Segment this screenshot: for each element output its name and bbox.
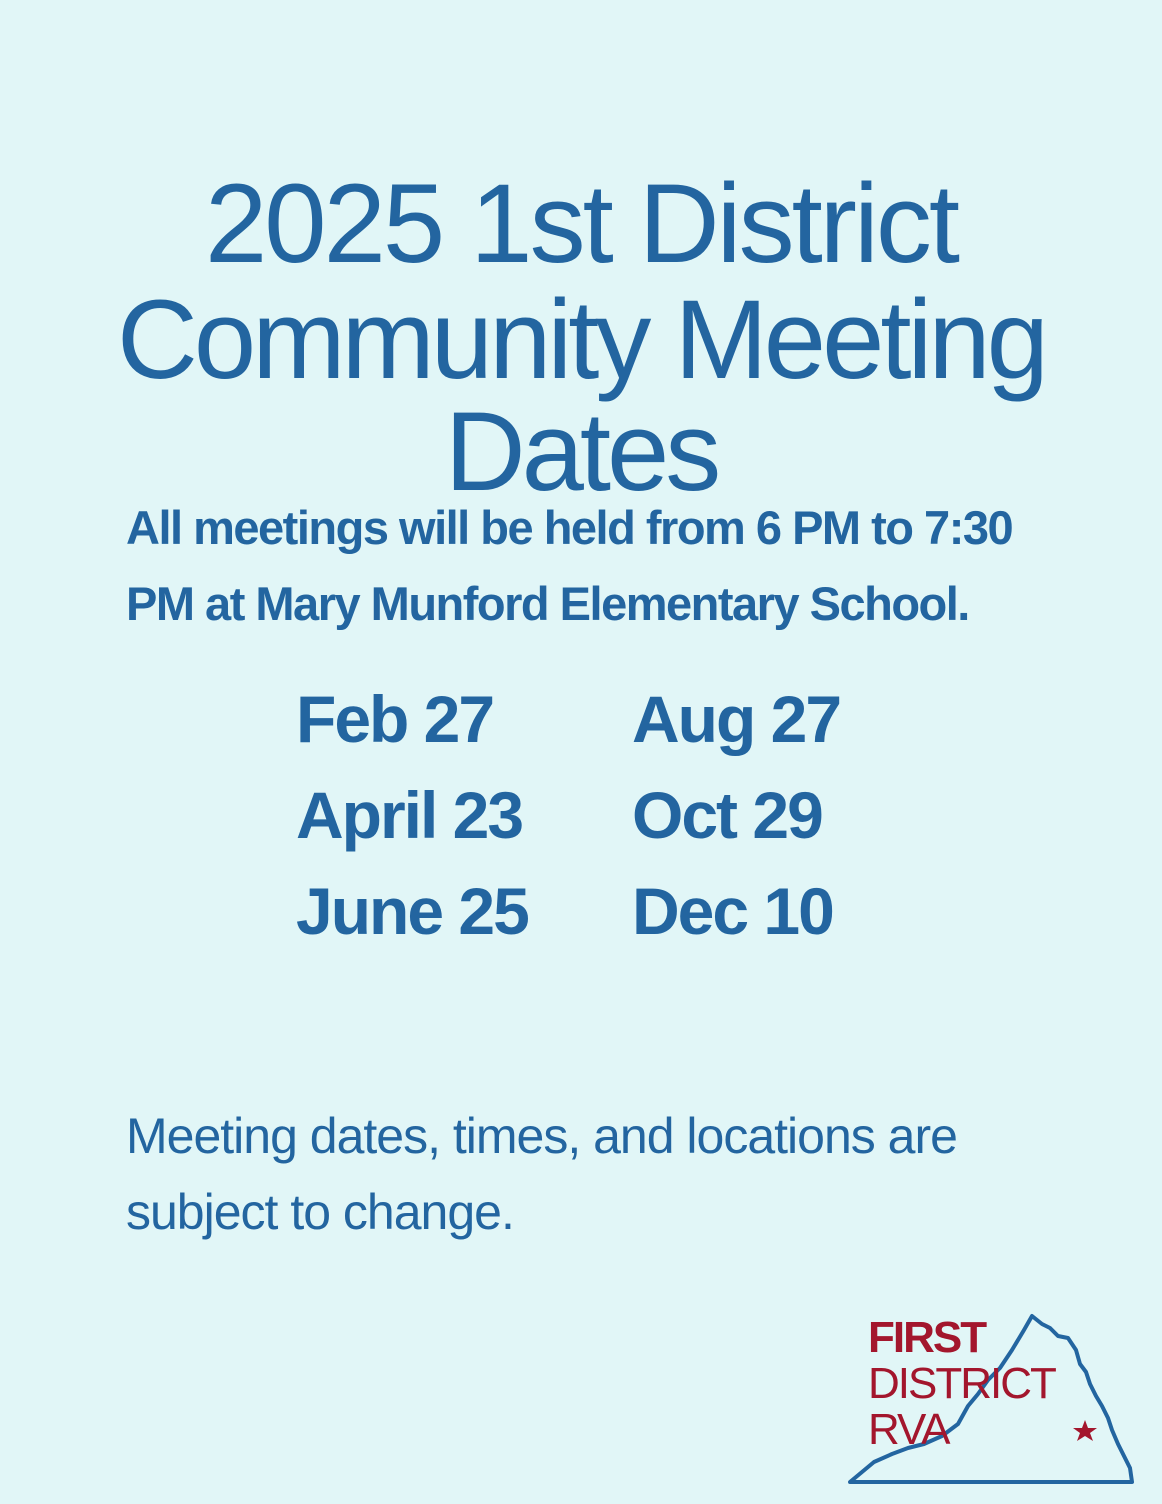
logo-text-rva: RVA [868,1405,949,1454]
meeting-info: All meetings will be held from 6 PM to 7:30 PM at Mary Munford Elementary School. [126,501,1013,630]
logo-text-first: FIRST [868,1313,986,1362]
meeting-date: Oct 29 [632,778,822,852]
meeting-date: April 23 [296,778,523,852]
meeting-date: June 25 [296,874,528,948]
disclaimer: Meeting dates, times, and locations are subject to change. [126,1108,957,1240]
page-title-line1: 2025 1st District [205,161,957,286]
star-icon [1073,1420,1097,1441]
logo-text-district: DISTRICT [868,1359,1055,1408]
page-title-line2: Community Meeting Dates [117,277,1045,514]
first-district-rva-logo [846,1306,1136,1490]
meeting-date: Dec 10 [632,874,833,948]
meeting-date: Aug 27 [632,682,841,756]
meeting-dates-list [0,680,1162,980]
meeting-date: Feb 27 [296,682,494,756]
